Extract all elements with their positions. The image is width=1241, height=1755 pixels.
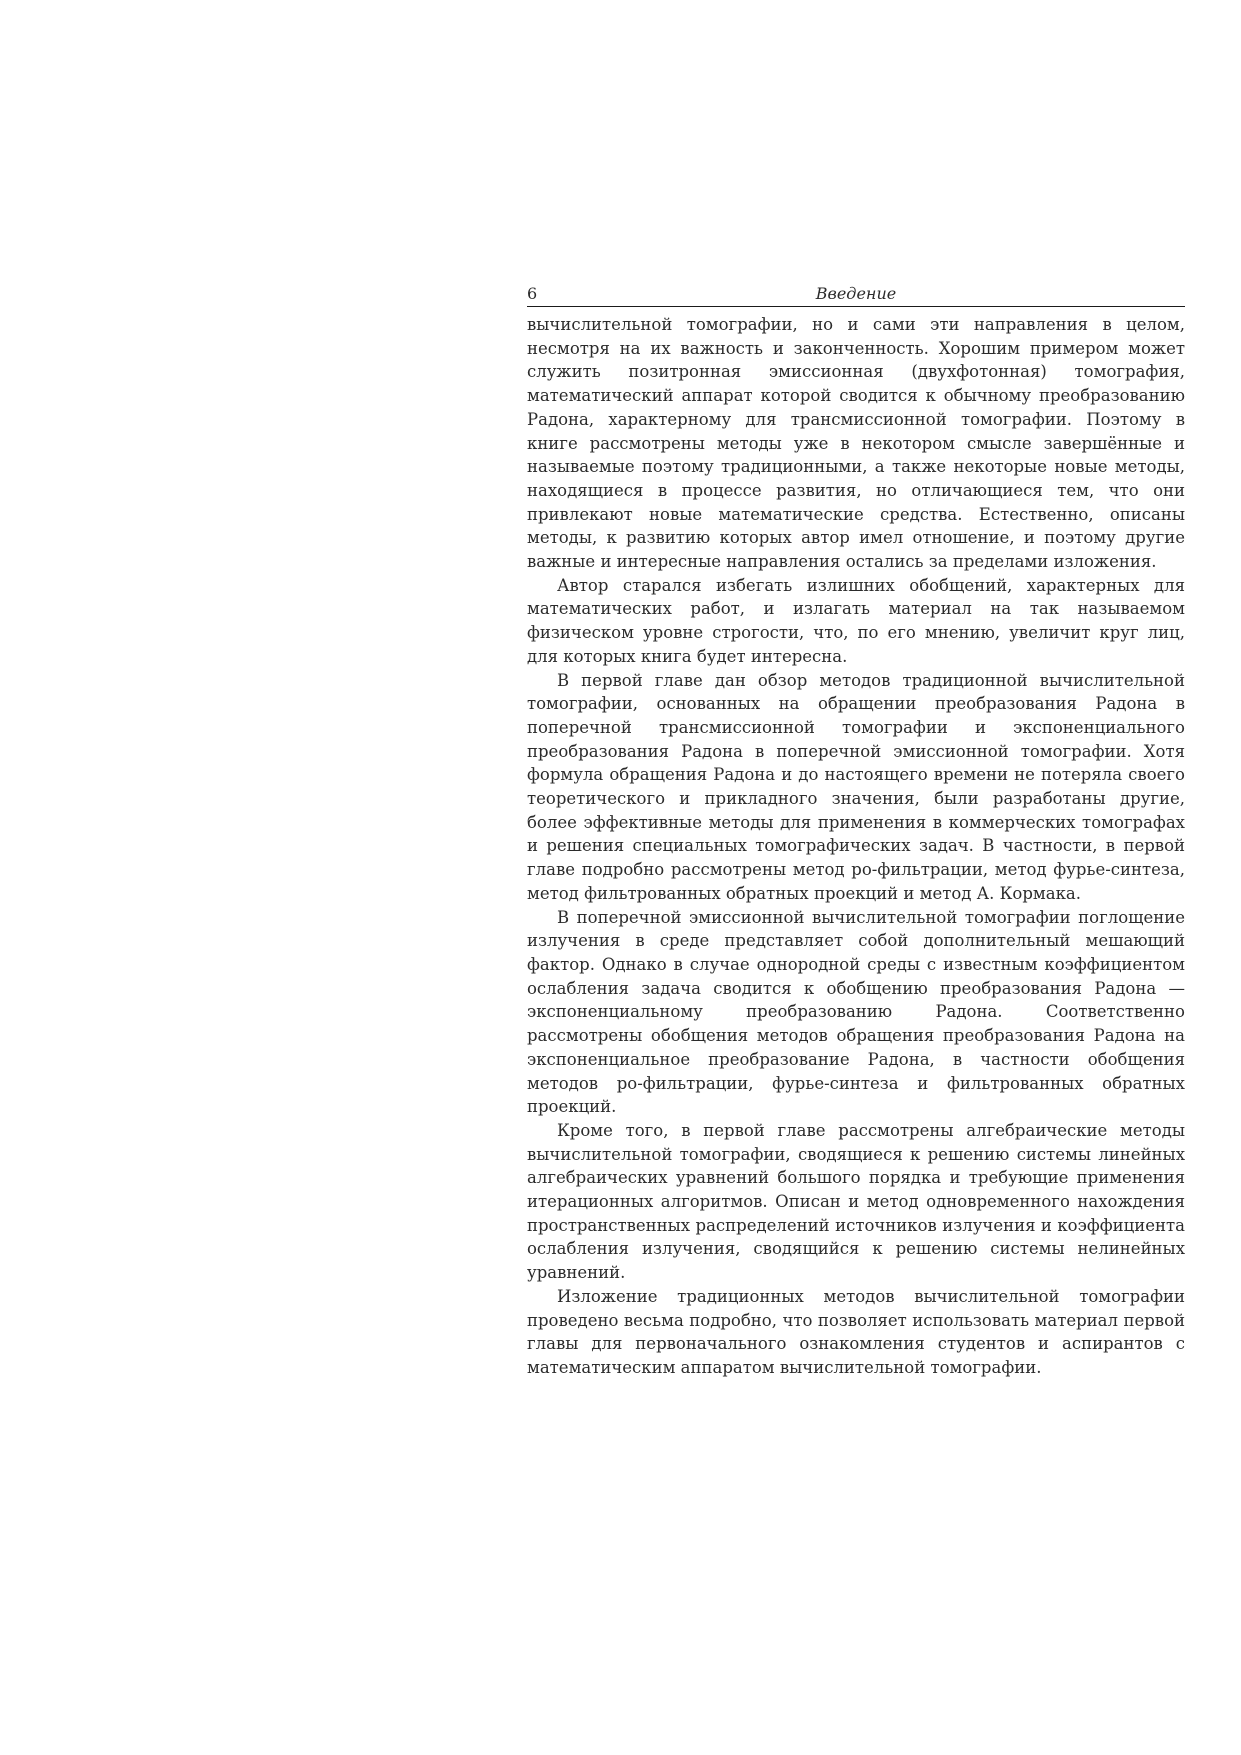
paragraph-first-chapter-overview: В первой главе дан обзор методов традиционной вычислительной томографии, основанных на обращении преобразования Радона в поперечной трансмиссионной томографии и экспоненциального преобразования Радона в поперечной эмиссионной томографии. Хотя формула обращения Радона и до настоящего времени не потеряла своего теоретического и прикладного значения, были разработаны другие, более эффективные методы для применения в коммерческих томографах и решения специальных томографических задач. В частности, в первой главе подробно рассмотрены метод ро-фильтрации, метод фурье-синтеза, метод фильтрованных обратных проекций и метод А. Кормака. bbox=[527, 670, 1185, 903]
paragraph-author-approach: Автор старался избегать излишних обобщений, характерных для математических работ, и излагать материал на так называемом физическом уровне строгости, что, по его мнению, увеличит круг лиц, для которых книга будет интересна. bbox=[527, 575, 1185, 666]
paragraph-traditional-methods: Изложение традиционных методов вычислительной томографии проведено весьма подробно, что позволяет использовать материал первой главы для первоначального ознакомления студентов и аспирантов с математическим аппаратом вычислительной томографии. bbox=[527, 1286, 1185, 1377]
section-title: Введение bbox=[815, 284, 897, 303]
paragraph-continuation: вычислительной томографии, но и сами эти направления в целом, несмотря на их важность и законченность. Хорошим примером может служить позитронная эмиссионная (двухфотонная) томография, математический аппарат которой сводится к обычному преобразованию Радона, характерному для трансмиссионной томографии. Поэтому в книге рассмотрены методы уже в некотором смысле завершённые и называемые поэтому традиционными, а также некоторые новые методы, находящиеся в процессе развития, но отличающиеся тем, что они привлекают новые математические средства. Естественно, описаны методы, к развитию которых автор имел отношение, и поэтому другие важные и интересные направления остались за пределами изложения. bbox=[527, 315, 1185, 572]
body-text bbox=[527, 313, 1185, 1380]
page-number: 6 bbox=[527, 284, 538, 303]
running-head bbox=[527, 284, 1185, 307]
book-page bbox=[527, 284, 1185, 1380]
paragraph-algebraic-methods: Кроме того, в первой главе рассмотрены алгебраические методы вычислительной томографии, сводящиеся к решению системы линейных алгебраических уравнений большого порядка и требующие применения итерационных алгоритмов. Описан и метод одновременного нахождения пространственных распределений источников излучения и коэффициента ослабления излучения, сводящийся к решению системы нелинейных уравнений. bbox=[527, 1120, 1185, 1283]
paragraph-emission-tomography: В поперечной эмиссионной вычислительной томографии поглощение излучения в среде представляет собой дополнительный мешающий фактор. Однако в случае однородной среды с известным коэффициентом ослабления задача сводится к обобщению преобразования Радона — экспоненциальному преобразованию Радона. Соответственно рассмотрены обобщения методов обращения преобразования Радона на экспоненциальное преобразование Радона, в частности обобщения методов ро-фильтрации, фурье-синтеза и фильтрованных обратных проекций. bbox=[527, 907, 1185, 1117]
